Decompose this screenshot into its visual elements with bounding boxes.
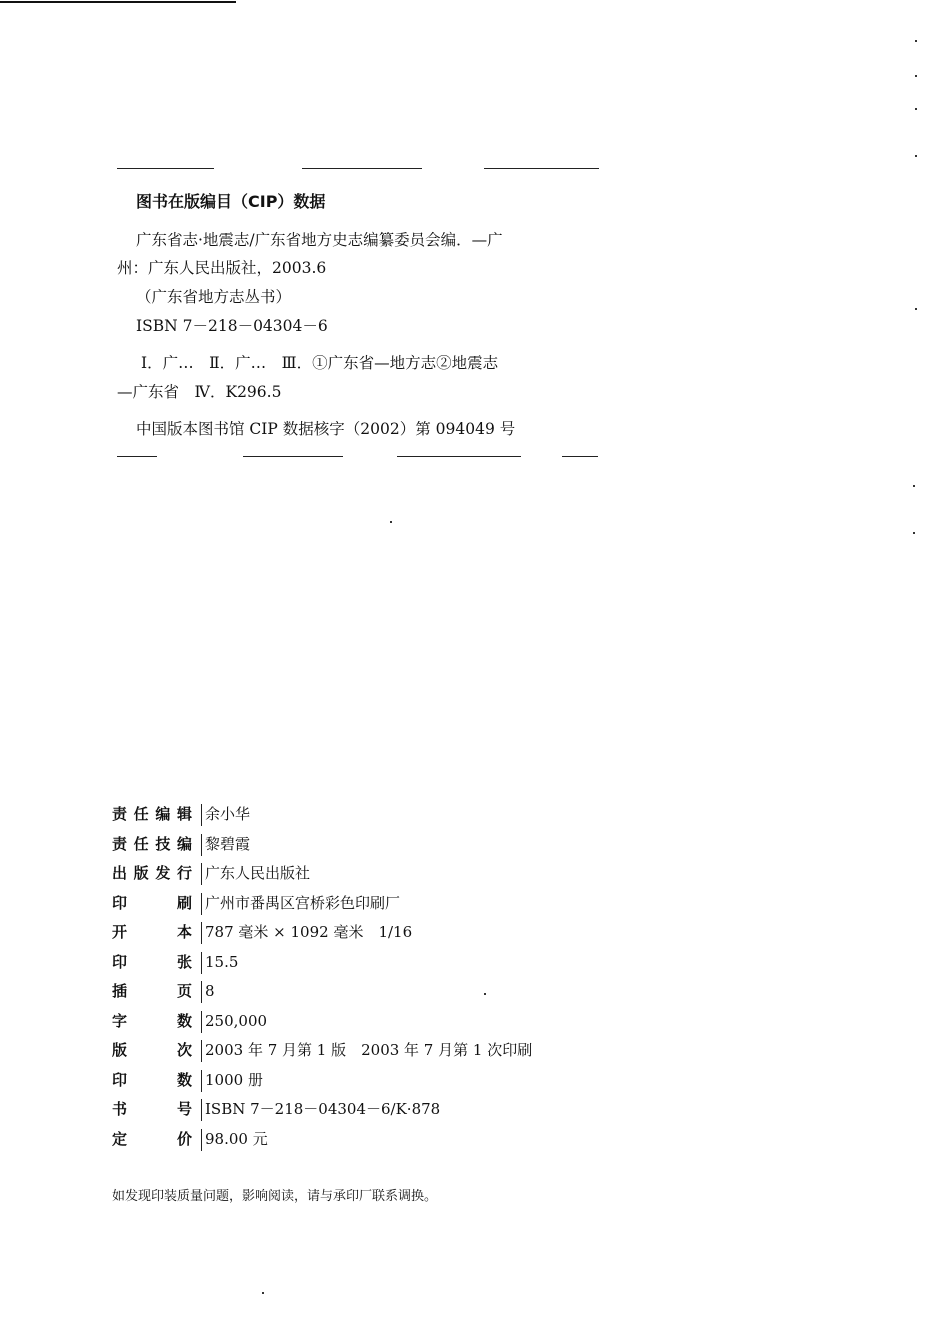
divider	[201, 834, 202, 856]
divider	[201, 922, 202, 944]
colophon-label: 印数	[112, 1070, 192, 1089]
divider	[201, 952, 202, 974]
divider	[201, 1129, 202, 1151]
scan-mark	[913, 485, 915, 487]
cip-series: （广东省地方志丛书）	[136, 288, 292, 306]
cip-top-rule	[302, 168, 422, 169]
cip-classification-1: Ⅰ．广… Ⅱ．广… Ⅲ．①广东省—地方志②地震志	[141, 354, 499, 372]
scan-mark	[915, 308, 917, 310]
divider	[201, 863, 202, 885]
cip-classification-2: —广东省 Ⅳ．K296.5	[117, 383, 282, 401]
divider	[201, 893, 202, 915]
colophon-label: 印张	[112, 952, 192, 971]
divider	[201, 804, 202, 826]
colophon-value: 787 毫米 × 1092 毫米 1/16	[205, 923, 413, 941]
quality-notice: 如发现印装质量问题，影响阅读，请与承印厂联系调换。	[112, 1189, 438, 1204]
cip-bottom-rule	[562, 456, 598, 457]
cip-bottom-rule	[397, 456, 521, 457]
divider	[201, 1099, 202, 1121]
scan-mark	[484, 993, 486, 995]
colophon-label: 印刷	[112, 893, 192, 912]
colophon-label: 版次	[112, 1041, 192, 1059]
scan-mark	[913, 532, 915, 534]
colophon-label: 定价	[112, 1129, 192, 1148]
divider	[201, 981, 202, 1003]
divider	[201, 1040, 202, 1062]
colophon-value: 余小华	[205, 805, 251, 823]
scan-mark	[915, 75, 917, 77]
cip-isbn: ISBN 7－218－04304－6	[136, 317, 328, 335]
colophon-value: 广州市番禺区宫桥彩色印刷厂	[205, 893, 401, 912]
cip-record-number: 中国版本图书馆 CIP 数据核字（2002）第 094049 号	[136, 420, 516, 438]
colophon-value: 2003 年 7 月第 1 版 2003 年 7 月第 1 次印刷	[205, 1041, 533, 1059]
scan-mark	[915, 155, 917, 157]
colophon-value: ISBN 7－218－04304－6/K·878	[205, 1100, 441, 1118]
colophon-value: 8	[205, 982, 215, 1000]
colophon-label: 开本	[112, 923, 192, 941]
colophon-value: 广东人民出版社	[205, 864, 311, 882]
scan-mark	[390, 521, 392, 523]
divider	[201, 1070, 202, 1092]
cip-top-rule	[484, 168, 599, 169]
scan-mark	[915, 108, 917, 110]
scan-mark	[915, 40, 917, 42]
colophon-label: 字数	[112, 1011, 192, 1030]
colophon-label: 书号	[112, 1100, 192, 1118]
colophon-value: 98.00 元	[205, 1129, 268, 1148]
colophon-label: 插页	[112, 982, 192, 1000]
cip-line-1: 广东省志·地震志/广东省地方史志编纂委员会编．—广	[136, 231, 503, 249]
cip-heading: 图书在版编目（CIP）数据	[136, 192, 326, 211]
cip-top-rule	[117, 168, 214, 169]
cip-bottom-rule	[243, 456, 343, 457]
divider	[201, 1011, 202, 1033]
scan-mark	[262, 1292, 264, 1294]
scan-edge-line	[0, 1, 236, 3]
cip-line-2: 州：广东人民出版社，2003.6	[117, 259, 327, 277]
colophon-label: 责任技编	[112, 834, 192, 853]
cip-bottom-rule	[117, 456, 157, 457]
colophon-label: 责任编辑	[112, 805, 192, 823]
colophon-value: 黎碧霞	[205, 834, 251, 853]
colophon-value: 250,000	[205, 1011, 268, 1030]
colophon-value: 15.5	[205, 952, 239, 971]
colophon-label: 出版发行	[112, 864, 192, 882]
colophon-value: 1000 册	[205, 1070, 263, 1089]
